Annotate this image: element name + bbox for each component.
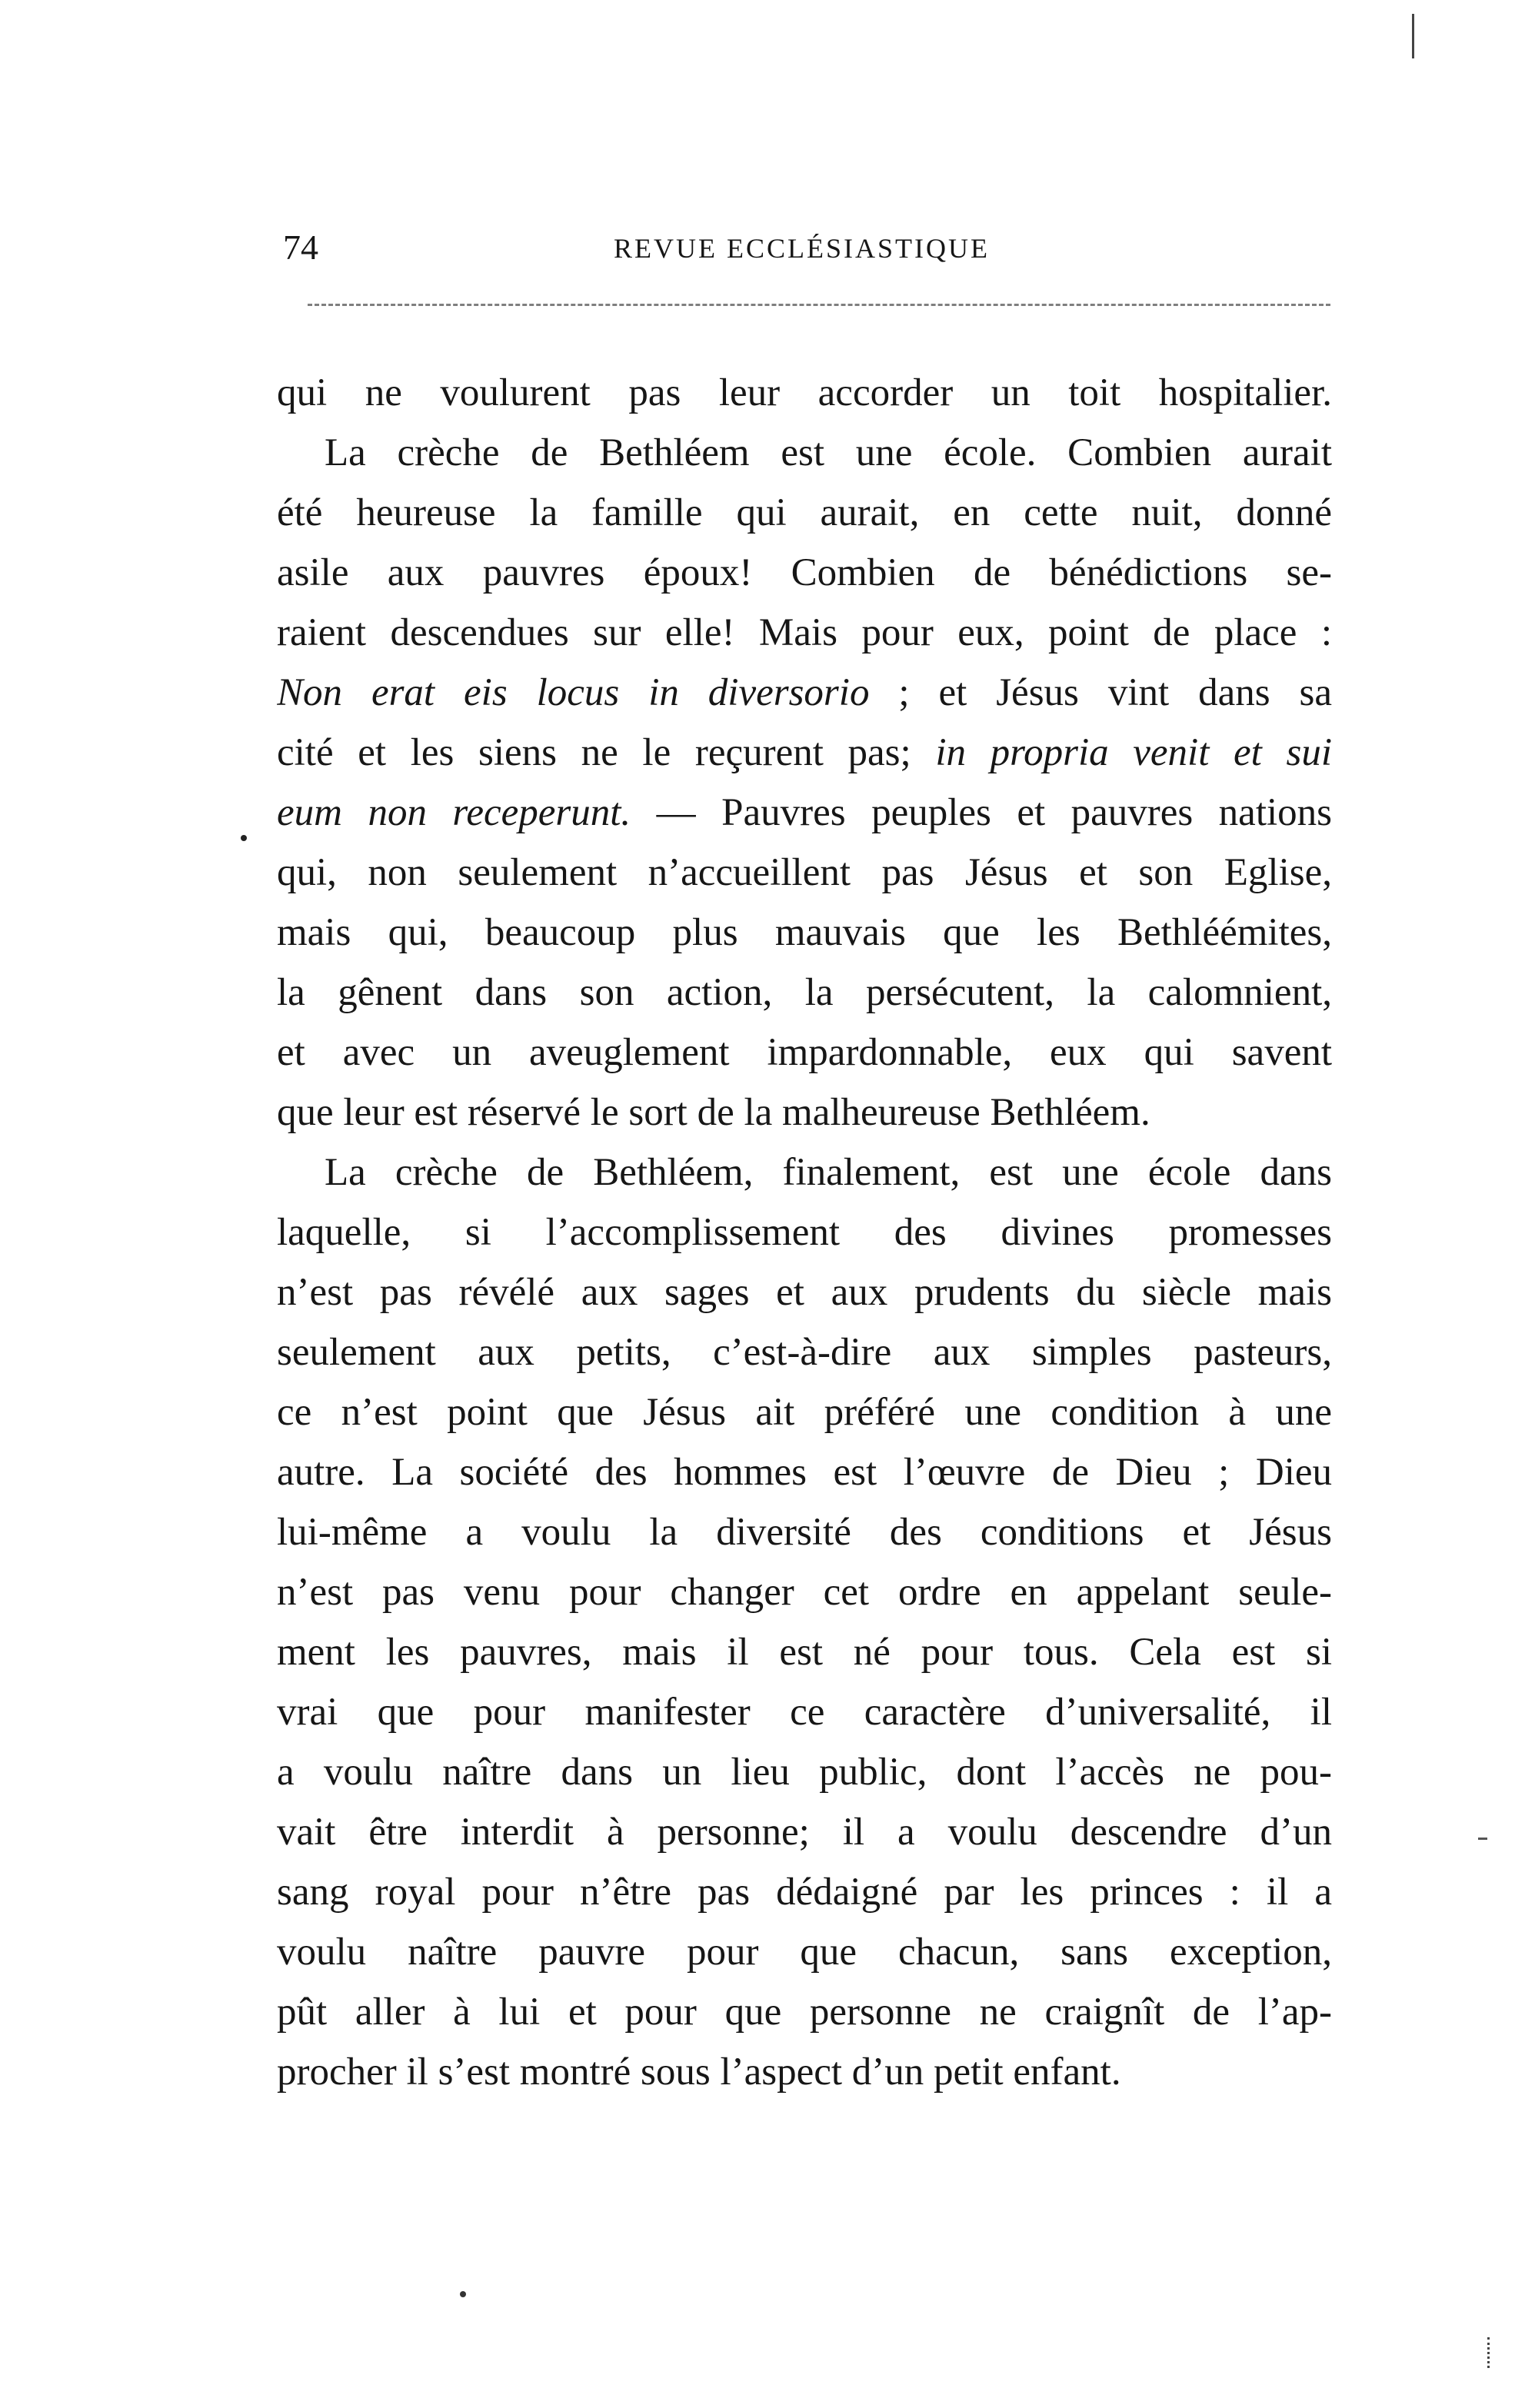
text-line: La crèche de Bethléem, finalement, est une école dans (325, 1151, 1332, 1194)
latin-quotation: in propria venit et sui (935, 731, 1332, 774)
text-segment: — Pauvres peuples et pauvres nations (631, 791, 1332, 834)
text-line: raient descendues sur elle! Mais pour eux, point de place : (277, 611, 1332, 654)
text-segment: ; et Jésus vint dans sa (869, 671, 1332, 714)
text-line: La crèche de Bethléem est une école. Combien aurait (325, 431, 1332, 474)
text-line: la gênent dans son action, la persécutent, la calomnient, (277, 971, 1332, 1014)
text-line: n’est pas venu pour changer cet ordre en appelant seule- (277, 1571, 1332, 1614)
text-line: asile aux pauvres époux! Combien de bénédictions se- (277, 551, 1332, 594)
text-line: n’est pas révélé aux sages et aux prudents du siècle mais (277, 1271, 1332, 1314)
margin-mark (1478, 1838, 1487, 1840)
page-number: 74 (283, 228, 318, 267)
text-line: seulement aux petits, c’est-à-dire aux simples pasteurs, (277, 1331, 1332, 1374)
text-line (277, 783, 1332, 843)
text-line: et avec un aveuglement impardonnable, eux qui savent (277, 1031, 1332, 1074)
body-text (277, 363, 1332, 2102)
text-line: ce n’est point que Jésus ait préféré une condition à une (277, 1391, 1332, 1434)
text-line: vrai que pour manifester ce caractère d’universalité, il (277, 1691, 1332, 1734)
margin-dot (241, 835, 247, 841)
text-segment: cité et les siens ne le reçurent pas; (277, 731, 936, 774)
running-head (283, 225, 1329, 271)
latin-quotation: eum non receperunt. (277, 791, 631, 834)
scan-mark (1412, 14, 1414, 58)
corner-mark (1487, 2337, 1493, 2368)
text-line: été heureuse la famille qui aurait, en cette nuit, donné (277, 491, 1332, 534)
text-line (277, 723, 1332, 783)
text-line: ment les pauvres, mais il est né pour tous. Cela est si (277, 1631, 1332, 1674)
running-title: REVUE ECCLÉSIASTIQUE (614, 233, 990, 264)
text-line: mais qui, beaucoup plus mauvais que les Bethléémites, (277, 911, 1332, 954)
text-line: a voulu naître dans un lieu public, dont l’accès ne pou- (277, 1751, 1332, 1794)
text-line: lui-même a voulu la diversité des conditions et Jésus (277, 1511, 1332, 1554)
stray-dot (460, 2291, 466, 2297)
header-rule (308, 304, 1330, 306)
text-line: pût aller à lui et pour que personne ne craignît de l’ap- (277, 1991, 1332, 2034)
text-line: vait être interdit à personne; il a voulu descendre d’un (277, 1811, 1332, 1854)
text-line: qui ne voulurent pas leur accorder un toit hospitalier. (277, 371, 1332, 414)
text-line (277, 663, 1332, 723)
text-line: laquelle, si l’accomplissement des divines promesses (277, 1211, 1332, 1254)
text-line: voulu naître pauvre pour que chacun, sans exception, (277, 1931, 1332, 1974)
text-line: sang royal pour n’être pas dédaigné par les princes : il a (277, 1871, 1332, 1914)
latin-quotation: Non erat eis locus in diversorio (277, 671, 870, 714)
text-line: qui, non seulement n’accueillent pas Jésus et son Eglise, (277, 851, 1332, 894)
text-line: que leur est réservé le sort de la malheureuse Bethléem. (277, 1091, 1150, 1134)
text-line: autre. La société des hommes est l’œuvre de Dieu ; Dieu (277, 1451, 1332, 1494)
text-line: procher il s’est montré sous l’aspect d’un petit enfant. (277, 2050, 1121, 2094)
